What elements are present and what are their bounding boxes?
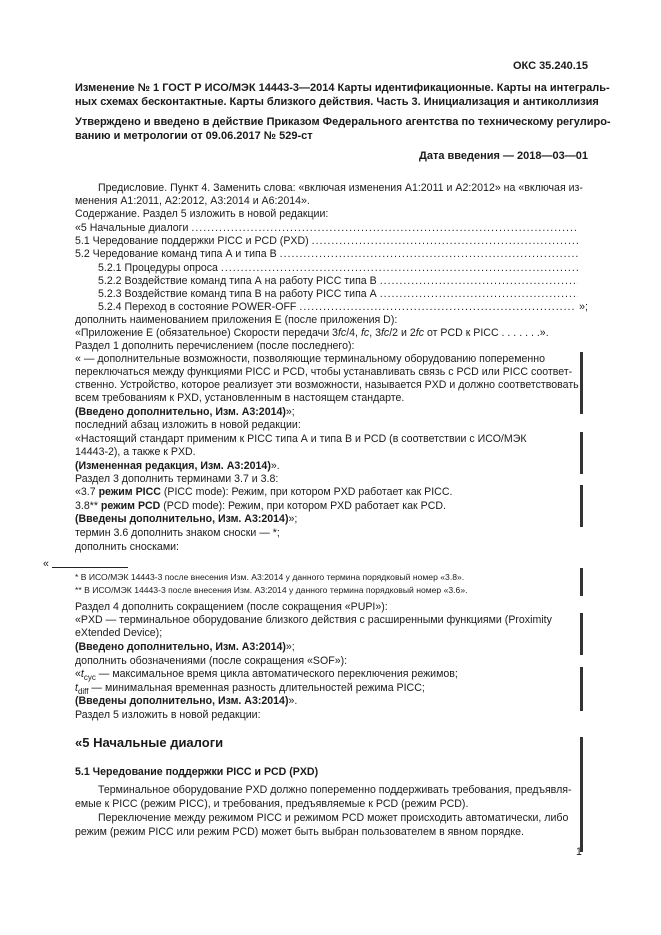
punctuation: »; <box>285 641 295 653</box>
amendment-note-text: (Измененная редакция, Изм. А3:2014) <box>75 460 271 472</box>
footnote-separator <box>52 567 128 568</box>
term-name: режим PCD <box>100 500 161 512</box>
change-bar <box>580 667 583 711</box>
paragraph: Раздел 3 дополнить терминами 3.7 и 3.8: <box>75 473 279 485</box>
appendix-line <box>75 327 549 340</box>
paragraph: Раздел 1 дополнить перечислением (после последнего): <box>75 340 355 352</box>
fc-symbol: fc <box>380 327 390 339</box>
punctuation: »; <box>285 406 295 418</box>
toc-entry-label: 5.2.2 Воздействие команд типа А на работу PICC типа В <box>98 275 377 287</box>
paragraph: Переключение между режимом PICC и режимом PCD может происходить автоматически, либо <box>98 812 569 824</box>
appendix-text: , 3 <box>369 327 381 339</box>
term-3-7 <box>75 486 452 499</box>
paragraph: Раздел 5 изложить в новой редакции: <box>75 709 261 721</box>
classification-code: ОКС 35.240.15 <box>512 60 588 72</box>
change-bar <box>580 352 583 414</box>
fc-symbol: fc <box>415 327 424 339</box>
approval-line1: Утверждено и введено в действие Приказом Федерального агентства по техническому регулиро- <box>75 116 611 128</box>
amendment-note <box>75 695 297 708</box>
term-number: «3.7 <box>75 486 99 498</box>
toc-entry-label: «5 Начальные диалоги <box>75 222 189 234</box>
change-bar <box>580 432 583 474</box>
term-name: режим PICC <box>98 486 161 498</box>
paragraph: «PXD — терминальное оборудование близкого действия с расширенными функциями (Proximity <box>75 614 552 626</box>
term-number: 3.8** <box>75 500 101 512</box>
toc-entry-label: 5.2 Чередование команд типа А и типа В <box>75 248 277 260</box>
paragraph: дополнить сносками: <box>75 541 179 553</box>
appendix-text: «Приложение Е (обязательное) Скорости передачи 3 <box>75 327 338 339</box>
amendment-note-text: (Введены дополнительно, Изм. А3:2014) <box>75 695 289 707</box>
toc-entry-label: 5.2.3 Воздействие команд типа В на работу PICC типа А <box>98 288 377 300</box>
appendix-text: /4, <box>346 327 361 339</box>
punctuation: « <box>75 668 81 680</box>
symbol-subscript: diff <box>77 687 89 697</box>
symbol-definition: — минимальная временная разность длительностей режима PICC; <box>88 682 425 694</box>
symbol-letter: t <box>75 682 78 694</box>
toc-entry <box>75 222 581 235</box>
section-heading: «5 Начальные диалоги <box>75 735 224 750</box>
footnote: * В ИСО/МЭК 14443-3 после внесения Изм. А3:2014 у данного термина порядковый номер «3.8». <box>75 572 465 582</box>
footnote: ** В ИСО/МЭК 14443-3 после внесения Изм. А3:2014 у данного термина порядковый номер «3.6». <box>75 585 468 595</box>
change-bar <box>580 737 583 852</box>
amendment-note <box>75 460 280 473</box>
fc-symbol: fc <box>337 327 347 339</box>
paragraph: дополнить обозначениями (после сокращения «SOF»): <box>75 655 348 667</box>
paragraph: всем требованиям к PXD, установленным в настоящем стандарте. <box>75 392 405 404</box>
paragraph: Раздел 4 дополнить сокращением (после сокращения «PUPI»): <box>75 601 388 613</box>
document-title-line1: Изменение № 1 ГОСТ Р ИСО/МЭК 14443-3—2014 Карты идентификационные. Карты на интеграль- <box>75 82 610 94</box>
symbol-letter: t <box>80 668 84 680</box>
toc-entry-label: 5.1 Чередование поддержки PICC и PCD (PXD) <box>75 235 309 247</box>
amendment-note <box>75 513 297 526</box>
paragraph: Содержание. Раздел 5 изложить в новой редакции: <box>75 208 329 220</box>
change-bar <box>580 613 583 655</box>
appendix-text: от PCD к PICC . . . . . . .». <box>424 327 549 339</box>
toc-entry <box>98 288 581 301</box>
footnote-quote-mark: « <box>43 558 49 570</box>
amendment-note <box>75 641 295 654</box>
introduction-date: Дата введения — 2018—03—01 <box>419 150 588 162</box>
amendment-note <box>75 406 295 419</box>
amendment-note-text: (Введены дополнительно, Изм. А3:2014) <box>75 513 289 525</box>
toc-entry-label: 5.2.4 Переход в состояние POWER-OFF <box>98 301 297 313</box>
punctuation: ». <box>270 460 280 472</box>
page-number: 1 <box>576 846 582 858</box>
symbol-definition: — максимальное время цикла автоматического переключения режимов; <box>95 668 458 680</box>
toc-entry <box>75 248 581 261</box>
punctuation: ». <box>288 695 298 707</box>
paragraph: ственно. Устройство, которое реализует эти возможности, называется PXD и должно соответствовать <box>75 379 579 391</box>
paragraph: 14443-2), а также к PXD. <box>75 446 196 458</box>
punctuation: »; <box>288 513 298 525</box>
symbol-subscript: cyc <box>83 673 96 683</box>
toc-entry-label: 5.2.1 Процедуры опроса <box>98 262 218 274</box>
toc-entry <box>98 301 588 314</box>
amendment-note-text: (Введено дополнительно, Изм. А3:2014) <box>75 641 286 653</box>
appendix-text: /2 и 2 <box>389 327 416 339</box>
fc-symbol: fc <box>360 327 370 339</box>
paragraph: термин 3.6 дополнить знаком сноски — *; <box>75 527 280 539</box>
toc-entry <box>98 262 581 275</box>
paragraph: Предисловие. Пункт 4. Заменить слова: «включая изменения А1:2011 и А2:2012» на «включая из- <box>98 182 583 194</box>
amendment-note-text: (Введено дополнительно, Изм. А3:2014) <box>75 406 286 418</box>
document-title-line2: ных схемах бесконтактные. Карты близкого действия. Часть 3. Инициализация и антиколлизия <box>75 96 599 108</box>
paragraph: переключаться между функциями PICC и PCD, чтобы устанавливать связь с PCD или PICC соответ- <box>75 366 573 378</box>
subsection-heading: 5.1 Чередование поддержки PICC и PCD (PXD) <box>75 766 319 778</box>
term-definition: (PCD mode): Режим, при котором PXD работает как PCD. <box>160 500 446 512</box>
change-bar <box>580 568 583 596</box>
paragraph: Терминальное оборудование PXD должно попеременно поддерживать требования, предъявля- <box>98 784 572 796</box>
paragraph: последний абзац изложить в новой редакции: <box>75 419 301 431</box>
paragraph: eXtended Device); <box>75 627 163 639</box>
paragraph: менения А1:2011, А2:2012, А3:2014 и А6:2014». <box>75 195 310 207</box>
paragraph: режим (режим PICC или режим PCD) может быть выбран пользователем в явном порядке. <box>75 826 524 838</box>
toc-entry <box>75 235 581 248</box>
paragraph: «Настоящий стандарт применим к PICC типа А и типа В и PCD (в соответствии с ИСО/МЭК <box>75 433 527 445</box>
term-definition: (PICC mode): Режим, при котором PXD работает как PICC. <box>160 486 453 498</box>
approval-line2: ванию и метрологии от 09.06.2017 № 529-ст <box>75 130 313 142</box>
paragraph: « — дополнительные возможности, позволяющие терминальному оборудованию попеременно <box>75 353 545 365</box>
paragraph: емые к PICC (режим PICC), и требования, предъявляемые к PCD (режим PCD). <box>75 798 469 810</box>
term-3-8 <box>75 500 446 513</box>
paragraph: дополнить наименованием приложения Е (после приложения D): <box>75 314 398 326</box>
change-bar <box>580 485 583 527</box>
toc-entry <box>98 275 581 288</box>
toc-entry-end: »; <box>579 301 588 313</box>
